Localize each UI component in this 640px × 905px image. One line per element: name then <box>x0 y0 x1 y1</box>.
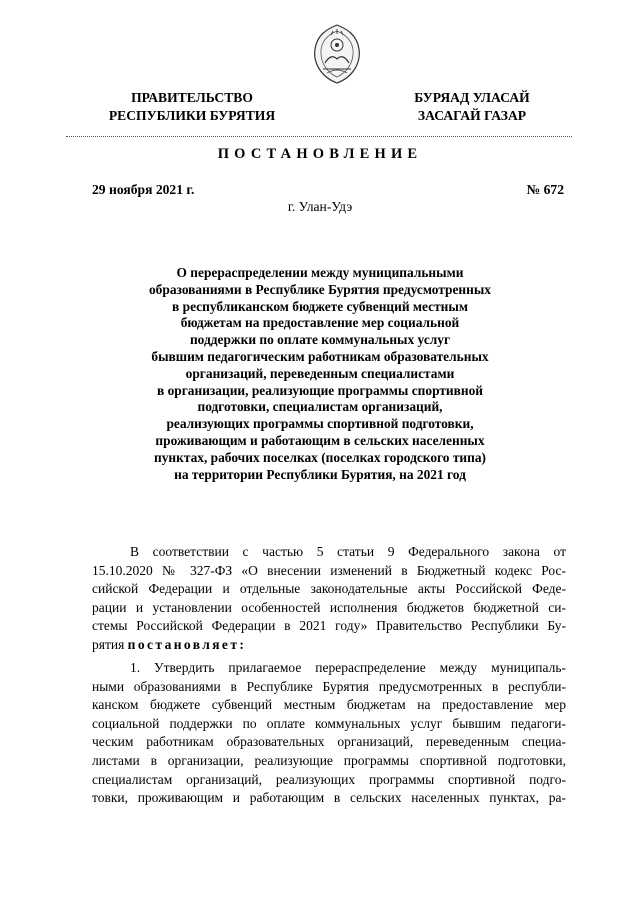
document-title <box>110 265 530 483</box>
paragraph-line: товки, проживающим и работающим в сельских населенных пунктах, ра- <box>92 790 566 806</box>
title-line: на территории Республики Бурятия, на 2021 год <box>174 466 466 482</box>
paragraph-line: рации и установлении особенностей исполнения бюджетов бюджетной си- <box>92 599 566 615</box>
government-name-ru-line1: ПРАВИТЕЛЬСТВО <box>131 90 253 105</box>
paragraph-line: 1. Утвердить прилагаемое перераспределение между муниципаль- <box>130 660 566 675</box>
title-line: образованиями в Республике Бурятия предусмотренных <box>148 281 491 297</box>
paragraph-line: 15.10.2020 № 327-ФЗ «О внесении изменений в Бюджетный кодекс Рос- <box>92 562 566 578</box>
title-line: пунктах, рабочих поселках (поселках городского типа) <box>154 449 486 465</box>
paragraph-line: ческим работникам образовательных организаций, переведенным специа- <box>92 734 566 750</box>
item-1-paragraph <box>92 659 566 808</box>
paragraph-prefix: рятия <box>92 636 125 652</box>
title-line: поддержки по оплате коммунальных услуг <box>189 332 451 348</box>
document-number: № 672 <box>526 182 564 197</box>
title-line: реализующих программы спортивной подготовки, <box>166 416 474 432</box>
document-type: ПОСТАНОВЛЕНИЕ <box>217 146 423 162</box>
paragraph-line: листами в организации, реализующие программы спортивной подготовки, <box>92 752 566 768</box>
paragraph-line: канском бюджете субвенций местным бюджетам на предоставление мер <box>92 697 566 713</box>
government-name-bua-line1: БУРЯАД УЛАСАЙ <box>414 90 530 105</box>
paragraph-line: сийской Федерации и отдельные законодательные акты Российской Феде- <box>92 581 566 597</box>
paragraph-line: ными образованиями в Республике Бурятия предусмотренных в республи- <box>92 678 566 694</box>
header-divider <box>66 136 572 137</box>
document-city: г. Улан-Удэ <box>287 199 353 214</box>
paragraph-line: стемы Российской Федерации в 2021 году» Правительство Республики Бу- <box>92 618 566 634</box>
resolves-word: постановляет: <box>127 636 247 652</box>
document-date: 29 ноября 2021 г. <box>92 182 195 197</box>
government-name-bua-line2: ЗАСАГАЙ ГАЗАР <box>417 108 527 123</box>
title-line: подготовки, специалистам организаций, <box>197 399 443 415</box>
title-line: проживающим и работающим в сельских населенных <box>155 432 485 448</box>
paragraph-line: специалистам организаций, реализующих программы спортивной подго- <box>92 771 566 787</box>
title-line: организаций, переведенным специалистами <box>185 365 455 381</box>
government-name-ru-line2: РЕСПУБЛИКИ БУРЯТИЯ <box>108 108 276 123</box>
paragraph-last-line <box>92 636 566 655</box>
preamble-paragraph <box>92 543 566 655</box>
title-line: О перераспределении между муниципальными <box>176 265 464 280</box>
title-line: бывшим педагогическим работникам образовательных <box>151 348 489 364</box>
government-name-ru <box>92 89 292 125</box>
title-line: в республиканском бюджете субвенций местным <box>172 298 468 314</box>
paragraph-line: социальной поддержки по оплате коммунальных услуг бывшим педагоги- <box>92 715 566 731</box>
paragraph-line: В соответствии с частью 5 статьи 9 Федерального закона от <box>130 544 566 559</box>
title-line: бюджетам на предоставление мер социальной <box>180 315 460 331</box>
government-name-bua <box>392 89 552 125</box>
title-line: в организации, реализующие программы спортивной <box>156 382 484 398</box>
republic-emblem-icon <box>311 23 363 85</box>
